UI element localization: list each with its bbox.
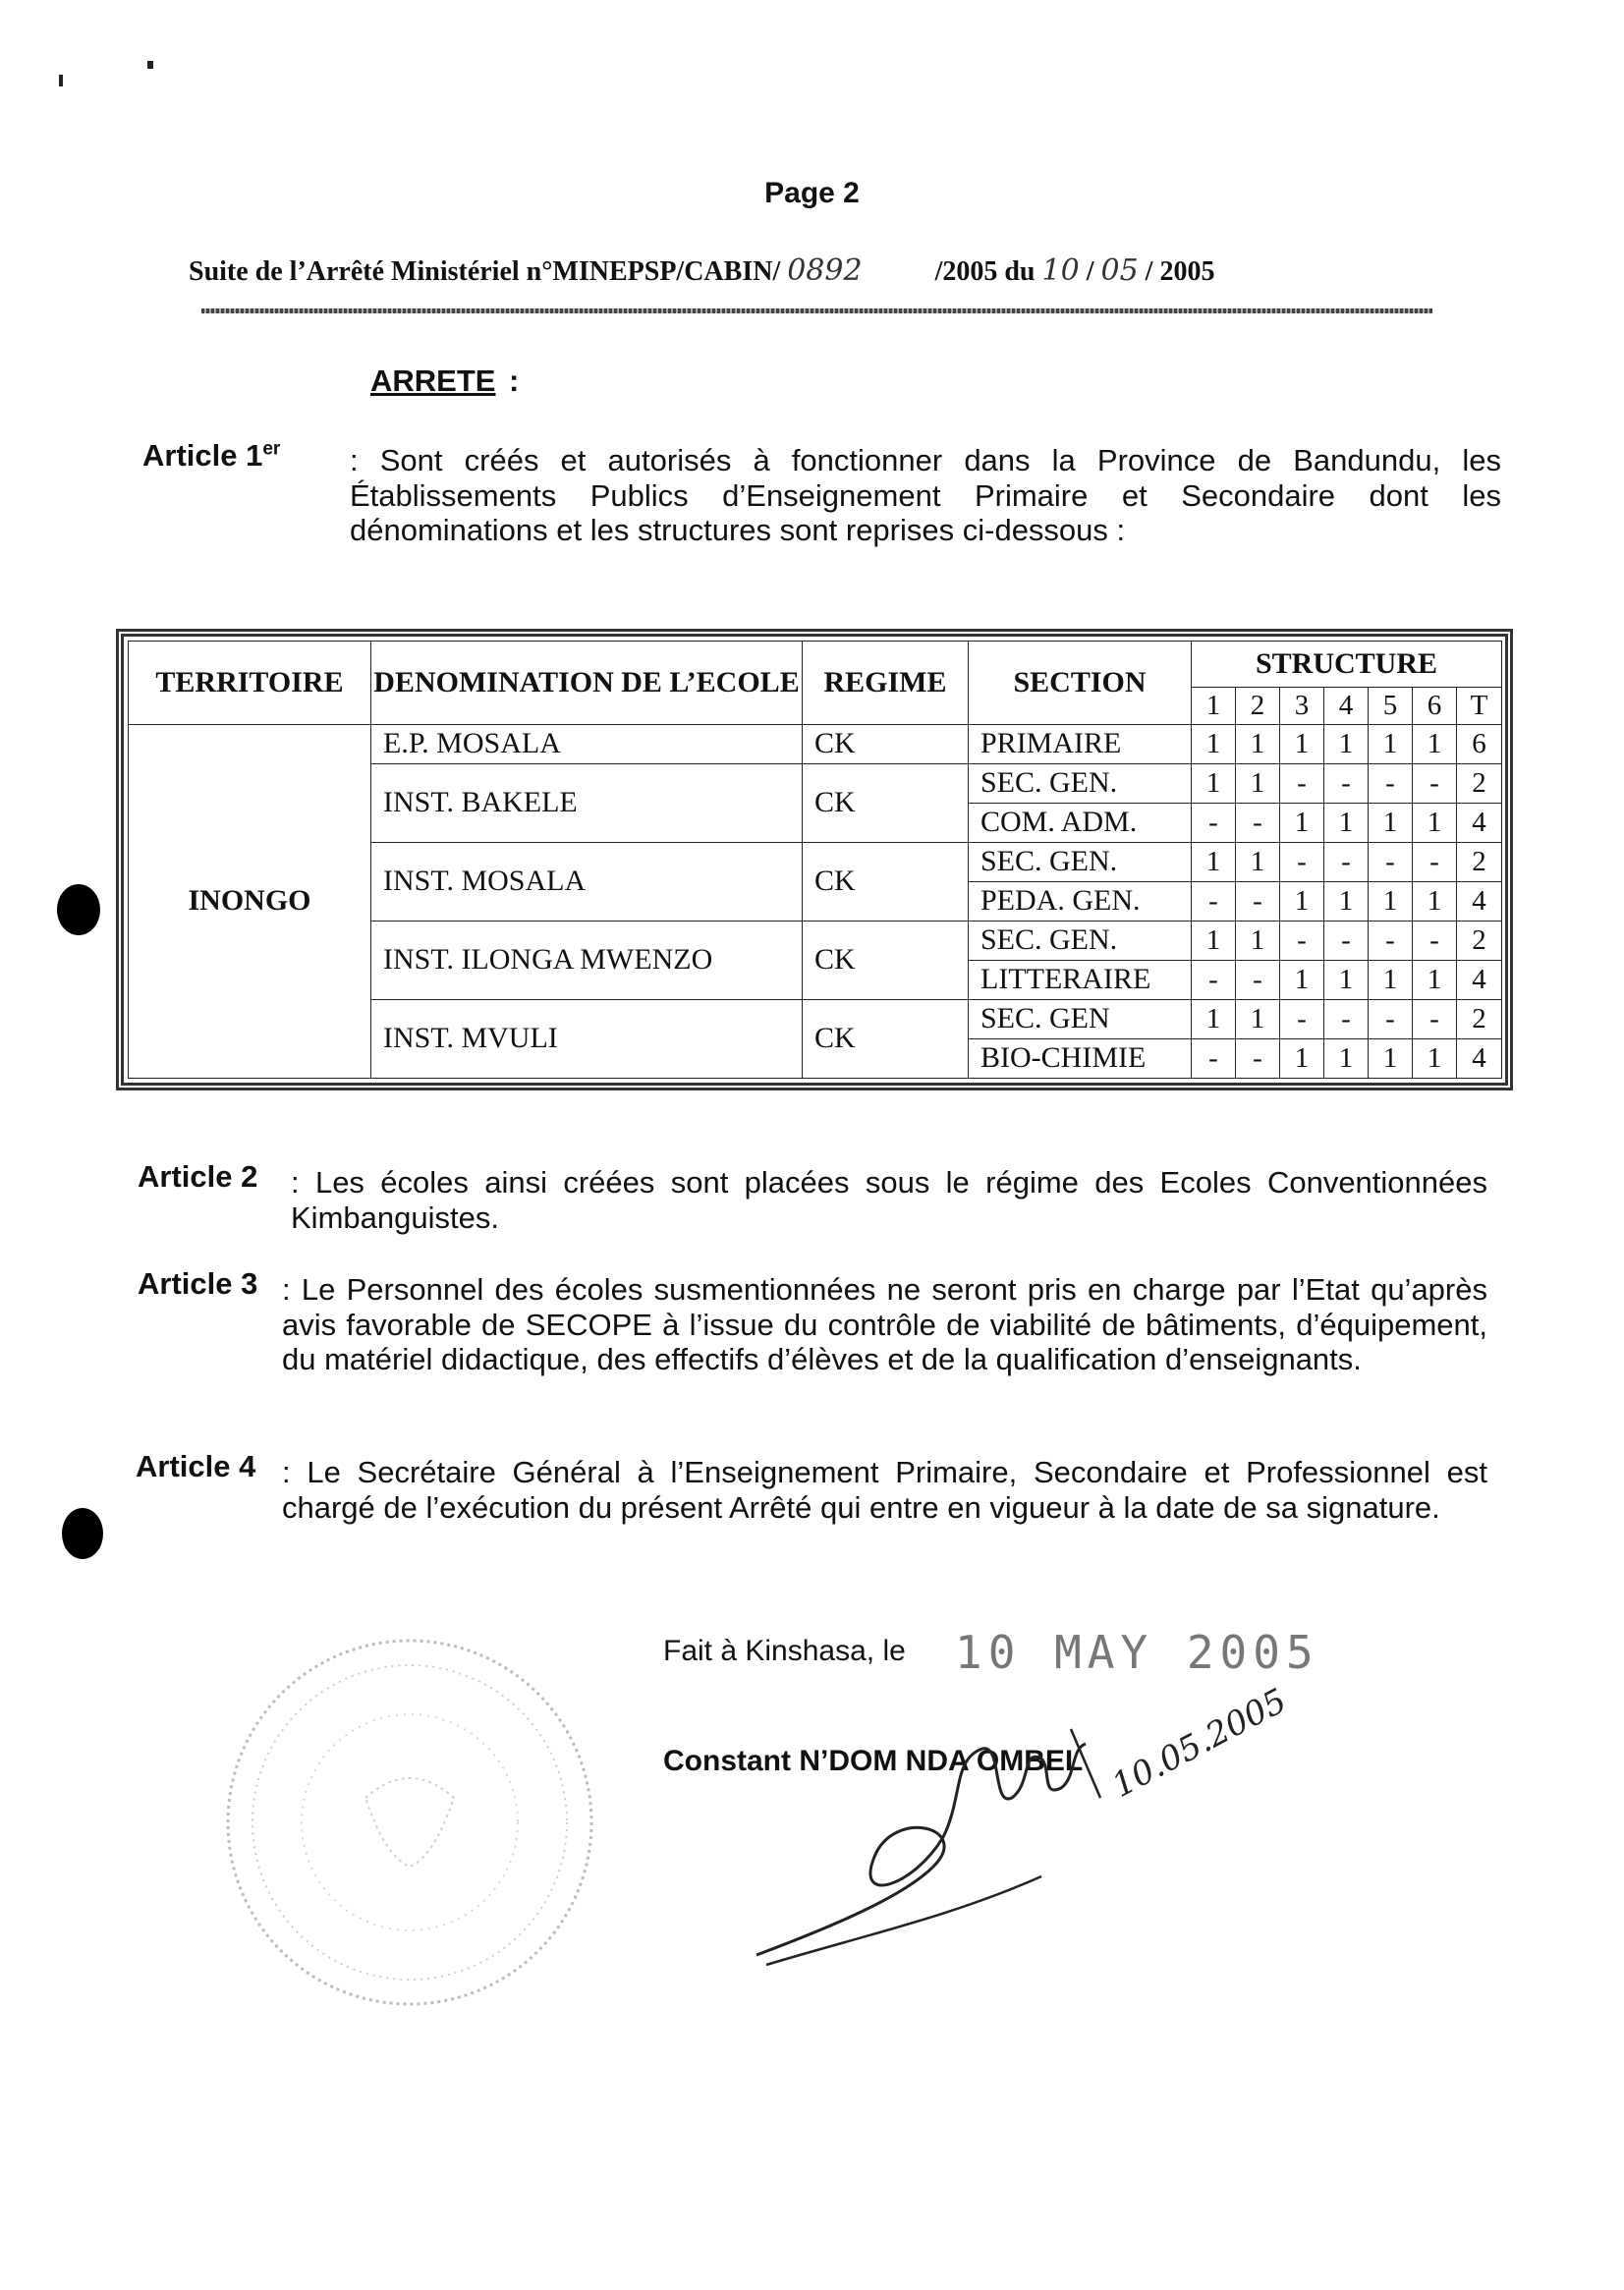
structure-cell: 1 <box>1280 881 1324 921</box>
structure-cell: - <box>1369 999 1413 1038</box>
article-1-text: : Sont créés et autorisés à fonctionner dans la Province de Bandundu, les Établissements Publics d’Enseignement Primaire et Secondaire dont les dénominations et les structures sont reprises ci-dessous : <box>350 443 1501 548</box>
structure-cell: - <box>1369 842 1413 881</box>
structure-cell: - <box>1236 960 1280 999</box>
scan-speck <box>147 61 153 69</box>
structure-cell: 1 <box>1192 921 1236 960</box>
punch-hole <box>57 884 100 935</box>
structure-cell: - <box>1236 881 1280 921</box>
section-cell: LITTERAIRE <box>969 960 1192 999</box>
header-denomination: DENOMINATION DE L’ECOLE <box>371 642 803 725</box>
handwritten-month: 05 <box>1100 253 1139 288</box>
regime-cell: CK <box>803 921 969 999</box>
place-and-date-label: Fait à Kinshasa, le <box>663 1635 906 1667</box>
school-name-cell: INST. ILONGA MWENZO <box>371 921 803 999</box>
structure-cell: 1 <box>1413 1038 1457 1078</box>
structure-cell: 1 <box>1369 1038 1413 1078</box>
structure-col-header: 2 <box>1236 688 1280 725</box>
article-2-label: Article 2 <box>138 1159 258 1194</box>
article-2-text: : Les écoles ainsi créées sont placées sous le régime des Ecoles Conventionnées Kimbanguistes. <box>291 1165 1487 1235</box>
structure-cell: 2 <box>1457 999 1502 1038</box>
structure-cell: - <box>1324 921 1369 960</box>
structure-cell: - <box>1280 921 1324 960</box>
school-name-cell: INST. MVULI <box>371 999 803 1078</box>
structure-cell: 2 <box>1457 763 1502 803</box>
schools-structure-table <box>128 641 1502 1079</box>
article-4-label: Article 4 <box>136 1449 256 1483</box>
article-3-text: : Le Personnel des écoles susmentionnées ne seront pris en charge par l’Etat qu’après avis favorable de SECOPE à l’issue du contrôle de viabilité de bâtiments, d’équipement, du matériel didactique, des effectifs d’élèves et de la qualification d’enseignants. <box>282 1272 1487 1377</box>
reference-prefix: Suite de l’Arrêté Ministériel n°MINEPSP/CABIN/ <box>189 256 781 287</box>
decree-heading: ARRETE <box>370 363 496 398</box>
structure-col-header: 3 <box>1280 688 1324 725</box>
structure-cell: - <box>1280 763 1324 803</box>
structure-cell: - <box>1413 999 1457 1038</box>
structure-cell: 1 <box>1369 724 1413 763</box>
structure-cell: 1 <box>1192 763 1236 803</box>
section-cell: SEC. GEN <box>969 999 1192 1038</box>
structure-cell: - <box>1413 842 1457 881</box>
structure-cell: - <box>1369 921 1413 960</box>
structure-cell: 1 <box>1369 881 1413 921</box>
structure-cell: - <box>1280 842 1324 881</box>
structure-cell: 1 <box>1413 724 1457 763</box>
structure-cell: 1 <box>1413 803 1457 842</box>
handwritten-day: 10 <box>1041 253 1080 288</box>
structure-cell: - <box>1192 881 1236 921</box>
structure-cell: - <box>1236 1038 1280 1078</box>
structure-cell: 1 <box>1236 999 1280 1038</box>
structure-cell: 6 <box>1457 724 1502 763</box>
structure-cell: - <box>1324 999 1369 1038</box>
structure-cell: 4 <box>1457 1038 1502 1078</box>
section-cell: SEC. GEN. <box>969 763 1192 803</box>
header-section: SECTION <box>969 642 1192 725</box>
structure-cell: 4 <box>1457 803 1502 842</box>
structure-cell: 1 <box>1280 803 1324 842</box>
reference-line: Suite de l’Arrêté Ministériel n°MINEPSP/CABIN/ 0892 /2005 du 10 / 05 / 2005 <box>189 253 1215 288</box>
structure-cell: 1 <box>1280 1038 1324 1078</box>
structure-cell: 1 <box>1280 960 1324 999</box>
school-name-cell: INST. MOSALA <box>371 842 803 921</box>
section-cell: PEDA. GEN. <box>969 881 1192 921</box>
structure-cell: 1 <box>1324 803 1369 842</box>
schools-table-frame <box>116 629 1513 1090</box>
reference-final-year: / 2005 <box>1145 256 1215 287</box>
structure-cell: 1 <box>1324 724 1369 763</box>
structure-col-header: 4 <box>1324 688 1369 725</box>
structure-cell: 1 <box>1280 724 1324 763</box>
structure-cell: 1 <box>1236 842 1280 881</box>
structure-cell: - <box>1192 960 1236 999</box>
structure-cell: - <box>1324 763 1369 803</box>
official-seal-stamp <box>218 1631 601 2014</box>
structure-cell: 1 <box>1324 1038 1369 1078</box>
structure-cell: 1 <box>1192 999 1236 1038</box>
regime-cell: CK <box>803 999 969 1078</box>
reference-year: /2005 du <box>934 256 1036 287</box>
regime-cell: CK <box>803 724 969 763</box>
structure-cell: - <box>1280 999 1324 1038</box>
structure-cell: 1 <box>1236 763 1280 803</box>
scan-speck <box>59 75 63 86</box>
structure-cell: 1 <box>1413 881 1457 921</box>
structure-col-header: 6 <box>1413 688 1457 725</box>
structure-cell: - <box>1192 803 1236 842</box>
structure-cell: 1 <box>1369 803 1413 842</box>
article-3-label: Article 3 <box>138 1266 258 1301</box>
structure-col-header: T <box>1457 688 1502 725</box>
section-cell: SEC. GEN. <box>969 842 1192 881</box>
structure-cell: 1 <box>1324 960 1369 999</box>
structure-cell: 1 <box>1369 960 1413 999</box>
punch-hole <box>62 1508 103 1559</box>
structure-cell: 1 <box>1192 842 1236 881</box>
structure-cell: 1 <box>1324 881 1369 921</box>
header-regime: REGIME <box>803 642 969 725</box>
signature-date: 10.05.2005 <box>1105 1681 1294 1806</box>
structure-col-header: 5 <box>1369 688 1413 725</box>
structure-cell: - <box>1413 763 1457 803</box>
handwritten-signature <box>747 1681 1294 1984</box>
structure-cell: 1 <box>1413 960 1457 999</box>
header-structure: STRUCTURE <box>1192 642 1502 688</box>
structure-cell: 2 <box>1457 921 1502 960</box>
structure-cell: 1 <box>1192 724 1236 763</box>
territoire-cell: INONGO <box>129 724 371 1078</box>
header-territoire: TERRITOIRE <box>129 642 371 725</box>
date-stamp: 10 MAY 2005 <box>955 1626 1319 1679</box>
article-1-label: Article 1er <box>142 438 281 473</box>
structure-cell: 2 <box>1457 842 1502 881</box>
school-name-cell: INST. BAKELE <box>371 763 803 842</box>
section-cell: BIO-CHIMIE <box>969 1038 1192 1078</box>
article-4-text: : Le Secrétaire Général à l’Enseignement Primaire, Secondaire et Professionnel est chargé de l’exécution du présent Arrêté qui entre en vigueur à la date de sa signature. <box>282 1455 1487 1525</box>
structure-col-header: 1 <box>1192 688 1236 725</box>
header-divider <box>201 308 1432 313</box>
structure-cell: - <box>1324 842 1369 881</box>
structure-cell: - <box>1413 921 1457 960</box>
structure-cell: - <box>1236 803 1280 842</box>
regime-cell: CK <box>803 763 969 842</box>
structure-cell: 4 <box>1457 960 1502 999</box>
structure-cell: - <box>1192 1038 1236 1078</box>
section-cell: SEC. GEN. <box>969 921 1192 960</box>
page-number: Page 2 <box>764 177 860 209</box>
structure-cell: 1 <box>1236 921 1280 960</box>
handwritten-reference-number: 0892 <box>787 253 863 288</box>
structure-cell: - <box>1369 763 1413 803</box>
section-cell: COM. ADM. <box>969 803 1192 842</box>
regime-cell: CK <box>803 842 969 921</box>
school-name-cell: E.P. MOSALA <box>371 724 803 763</box>
signatory-name: Constant N’DOM NDA OMBEL <box>663 1745 1084 1777</box>
structure-cell: 1 <box>1236 724 1280 763</box>
section-cell: PRIMAIRE <box>969 724 1192 763</box>
decree-heading-colon: : <box>509 363 520 398</box>
table-row <box>129 724 1502 763</box>
structure-cell: 4 <box>1457 881 1502 921</box>
